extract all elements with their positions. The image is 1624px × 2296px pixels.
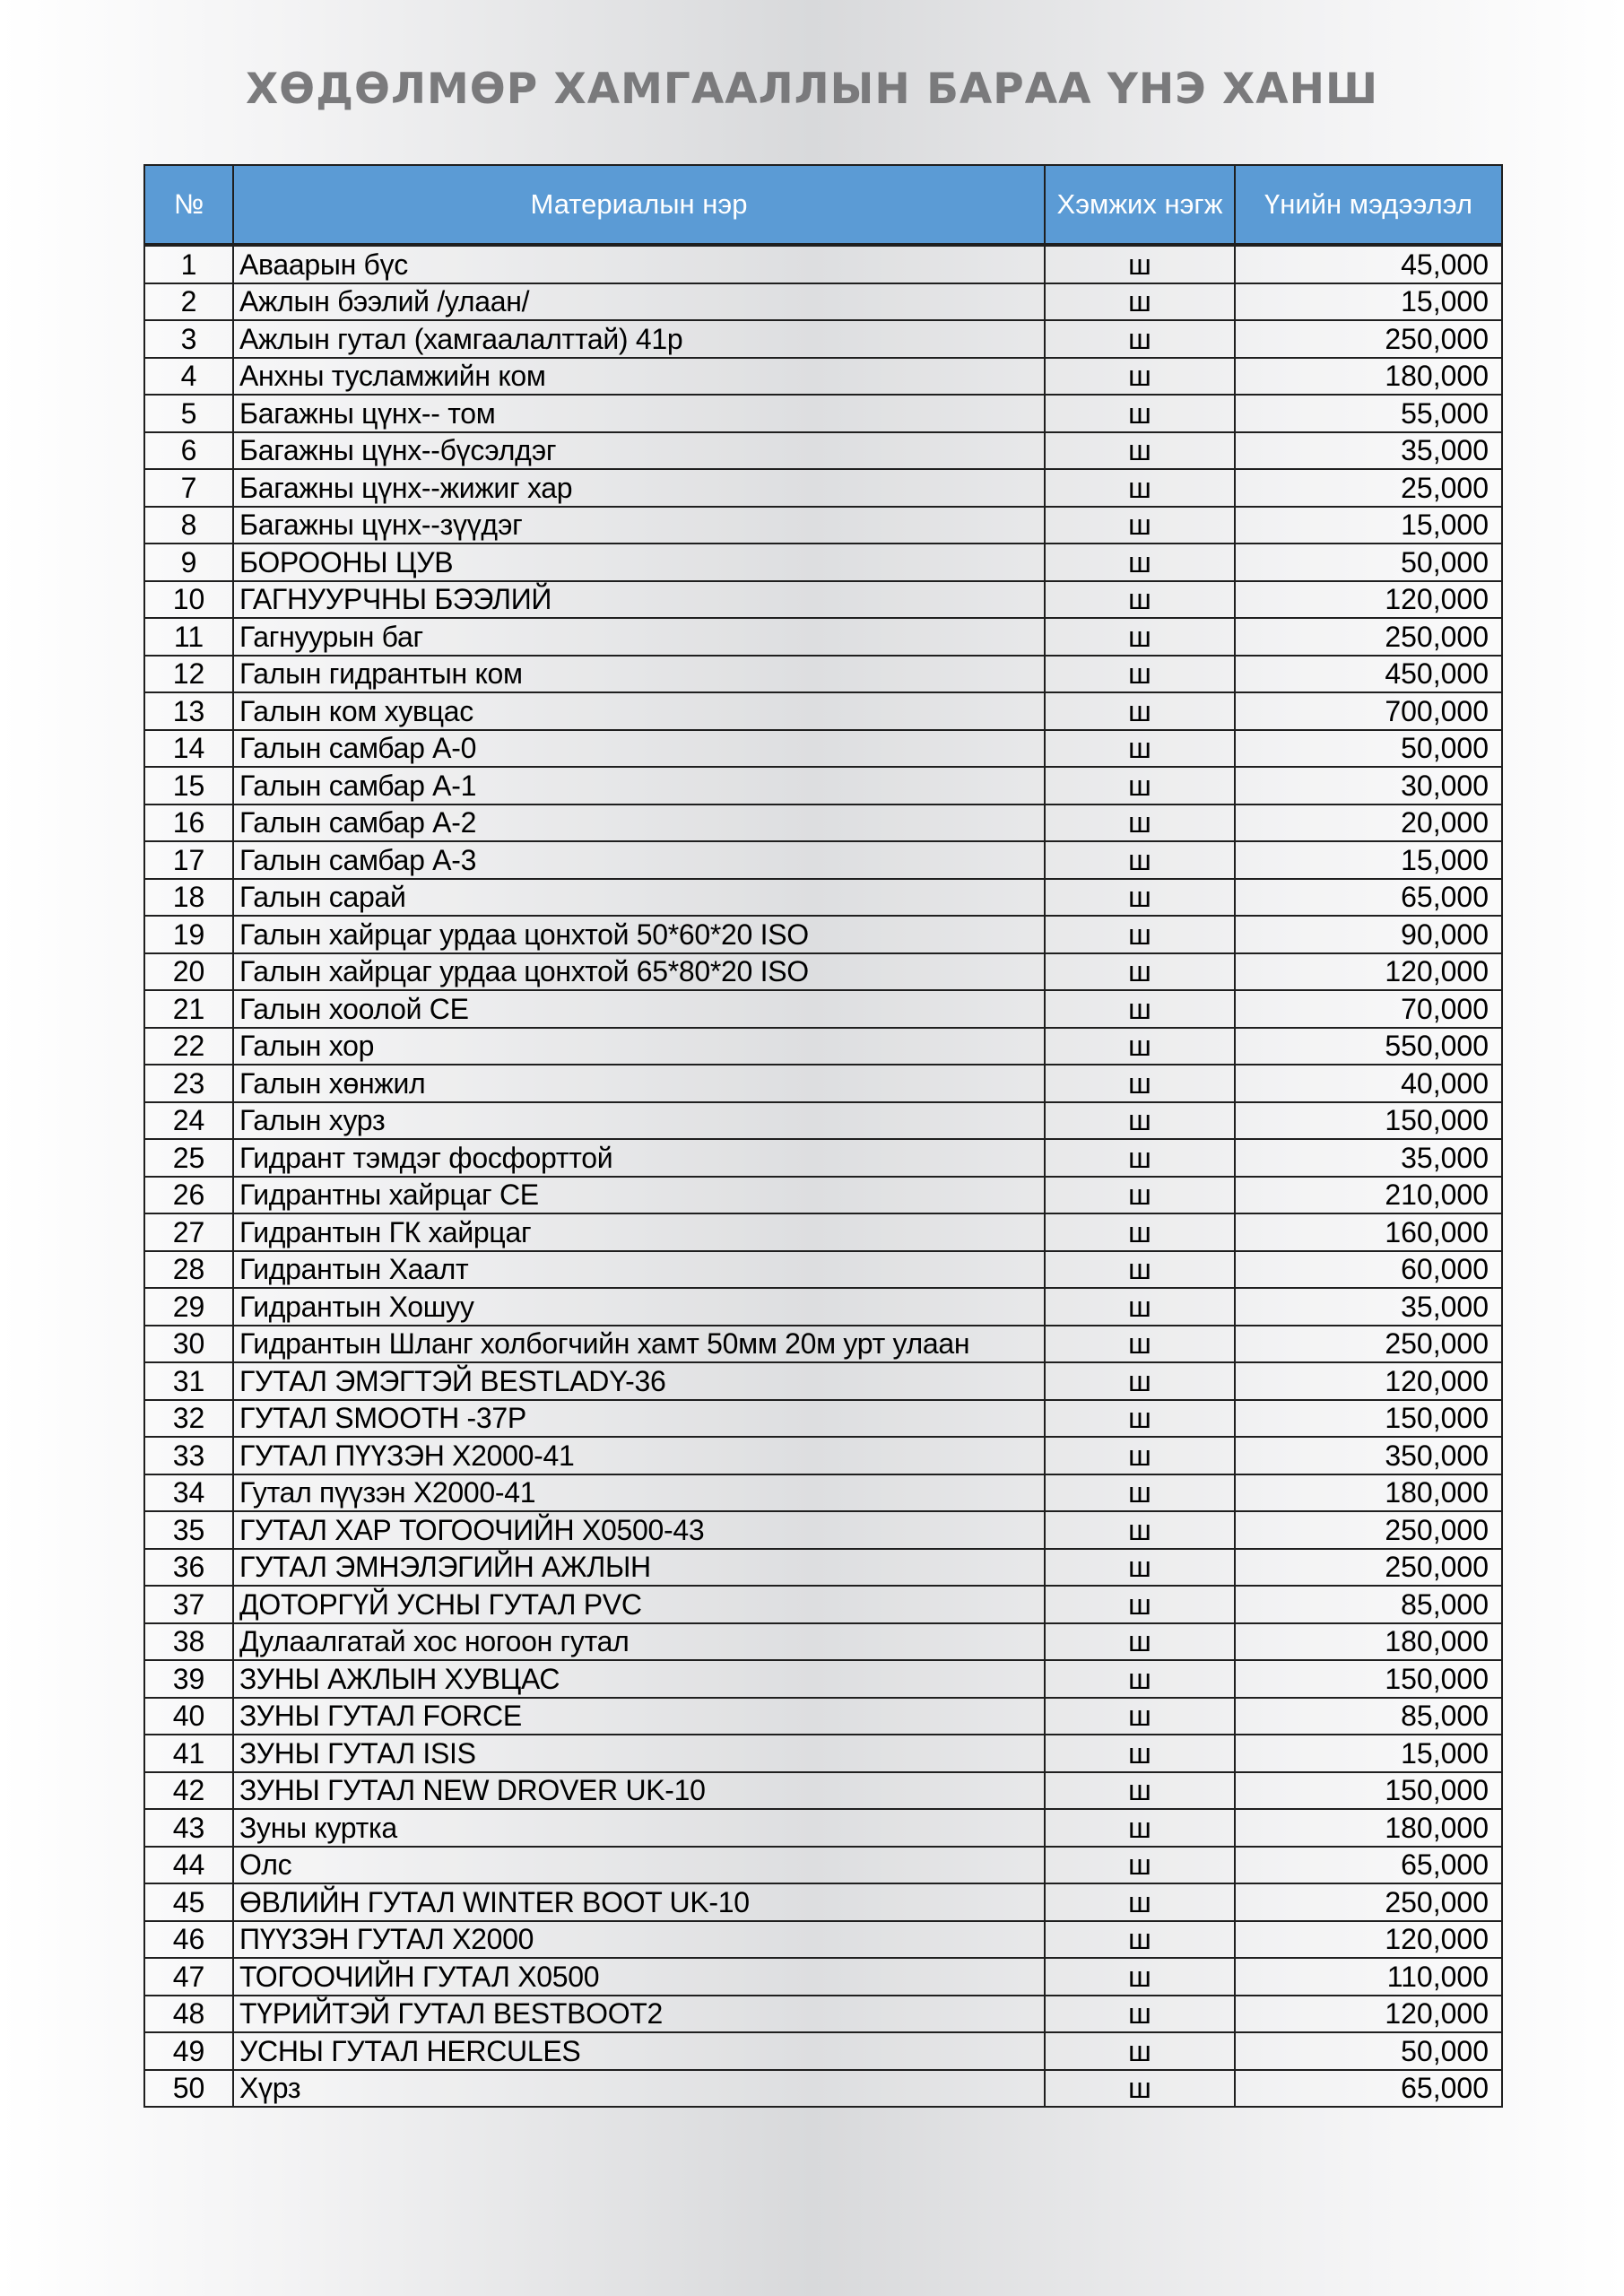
material-name: ӨВЛИЙН ГУТАЛ WINTER BOOT UK-10 [233, 1883, 1045, 1921]
row-number: 46 [144, 1921, 233, 1959]
table-body [144, 245, 1502, 2107]
price: 110,000 [1235, 1958, 1502, 1996]
table-row [144, 1362, 1502, 1400]
row-number: 5 [144, 395, 233, 432]
unit: ш [1045, 990, 1235, 1028]
table-row [144, 1213, 1502, 1251]
material-name: Галын сарай [233, 879, 1045, 917]
price: 120,000 [1235, 953, 1502, 991]
price: 70,000 [1235, 990, 1502, 1028]
unit: ш [1045, 544, 1235, 581]
price: 180,000 [1235, 1474, 1502, 1512]
row-number: 47 [144, 1958, 233, 1996]
table-row [144, 1958, 1502, 1996]
row-number: 45 [144, 1883, 233, 1921]
table-row [144, 804, 1502, 842]
table-row [144, 1735, 1502, 1772]
price: 250,000 [1235, 1326, 1502, 1363]
material-name: ГУТАЛ ХАР ТОГООЧИЙН X0500-43 [233, 1511, 1045, 1549]
material-name: Галын гидрантын ком [233, 656, 1045, 693]
material-name: Галын самбар А-2 [233, 804, 1045, 842]
unit: ш [1045, 692, 1235, 730]
material-name: Ажлын гутал (хамгаалалттай) 41р [233, 320, 1045, 358]
unit: ш [1045, 953, 1235, 991]
table-row [144, 692, 1502, 730]
table-row [144, 432, 1502, 470]
unit: ш [1045, 1586, 1235, 1623]
price: 150,000 [1235, 1102, 1502, 1140]
unit: ш [1045, 804, 1235, 842]
unit: ш [1045, 507, 1235, 544]
header-row [144, 165, 1502, 245]
unit: ш [1045, 320, 1235, 358]
column-header-material-name: Материалын нэр [233, 165, 1045, 245]
row-number: 9 [144, 544, 233, 581]
unit: ш [1045, 283, 1235, 321]
unit: ш [1045, 1958, 1235, 1996]
material-name: ЗУНЫ АЖЛЫН ХУВЦАС [233, 1660, 1045, 1698]
unit: ш [1045, 1847, 1235, 1884]
material-name: Гидрантын ГК хайрцаг [233, 1213, 1045, 1251]
row-number: 16 [144, 804, 233, 842]
row-number: 43 [144, 1809, 233, 1847]
material-name: УСНЫ ГУТАЛ HERCULES [233, 2032, 1045, 2070]
row-number: 7 [144, 469, 233, 507]
row-number: 48 [144, 1996, 233, 2033]
unit: ш [1045, 730, 1235, 768]
row-number: 17 [144, 841, 233, 879]
row-number: 39 [144, 1660, 233, 1698]
price: 120,000 [1235, 1921, 1502, 1959]
material-name: ДОТОРГҮЙ УСНЫ ГУТАЛ PVC [233, 1586, 1045, 1623]
price: 250,000 [1235, 1549, 1502, 1587]
price: 350,000 [1235, 1437, 1502, 1474]
table-row [144, 320, 1502, 358]
unit: ш [1045, 1102, 1235, 1140]
row-number: 4 [144, 358, 233, 396]
table-row [144, 879, 1502, 917]
table-row [144, 841, 1502, 879]
price: 55,000 [1235, 395, 1502, 432]
unit: ш [1045, 245, 1235, 283]
material-name: ЗУНЫ ГУТАЛ FORCE [233, 1698, 1045, 1735]
row-number: 21 [144, 990, 233, 1028]
table-row [144, 656, 1502, 693]
price: 85,000 [1235, 1586, 1502, 1623]
row-number: 11 [144, 618, 233, 656]
price: 150,000 [1235, 1660, 1502, 1698]
row-number: 42 [144, 1772, 233, 1810]
row-number: 14 [144, 730, 233, 768]
price: 15,000 [1235, 507, 1502, 544]
unit: ш [1045, 1623, 1235, 1661]
unit: ш [1045, 767, 1235, 804]
row-number: 19 [144, 916, 233, 953]
table-row [144, 1511, 1502, 1549]
table-row [144, 2032, 1502, 2070]
price: 65,000 [1235, 2070, 1502, 2108]
material-name: ГУТАЛ SMOOTH -37P [233, 1400, 1045, 1438]
table-row [144, 1809, 1502, 1847]
material-name: Галын самбар А-0 [233, 730, 1045, 768]
price: 50,000 [1235, 544, 1502, 581]
row-number: 27 [144, 1213, 233, 1251]
row-number: 3 [144, 320, 233, 358]
table-row [144, 1660, 1502, 1698]
row-number: 12 [144, 656, 233, 693]
table-row [144, 1549, 1502, 1587]
row-number: 40 [144, 1698, 233, 1735]
price: 35,000 [1235, 1139, 1502, 1177]
row-number: 31 [144, 1362, 233, 1400]
row-number: 10 [144, 581, 233, 619]
price: 90,000 [1235, 916, 1502, 953]
table-row [144, 767, 1502, 804]
unit: ш [1045, 1213, 1235, 1251]
table-row [144, 953, 1502, 991]
unit: ш [1045, 1772, 1235, 1810]
table-row [144, 916, 1502, 953]
row-number: 35 [144, 1511, 233, 1549]
row-number: 41 [144, 1735, 233, 1772]
row-number: 33 [144, 1437, 233, 1474]
material-name: ГАГНУУРЧНЫ БЭЭЛИЙ [233, 581, 1045, 619]
price: 65,000 [1235, 879, 1502, 917]
price: 40,000 [1235, 1065, 1502, 1102]
price: 20,000 [1235, 804, 1502, 842]
table-row [144, 1177, 1502, 1214]
row-number: 25 [144, 1139, 233, 1177]
price: 15,000 [1235, 1735, 1502, 1772]
table-header [144, 165, 1502, 245]
material-name: Ажлын бээлий /улаан/ [233, 283, 1045, 321]
price: 25,000 [1235, 469, 1502, 507]
material-name: Гидрант тэмдэг фосфорттой [233, 1139, 1045, 1177]
unit: ш [1045, 1996, 1235, 2033]
row-number: 23 [144, 1065, 233, 1102]
material-name: Аваарын бүс [233, 245, 1045, 283]
table-row [144, 1028, 1502, 1065]
table-row [144, 507, 1502, 544]
table-row [144, 1437, 1502, 1474]
table-row [144, 395, 1502, 432]
material-name: ГУТАЛ ЭМНЭЛЭГИЙН АЖЛЫН [233, 1549, 1045, 1587]
material-name: Галын хурз [233, 1102, 1045, 1140]
row-number: 49 [144, 2032, 233, 2070]
unit: ш [1045, 656, 1235, 693]
unit: ш [1045, 1698, 1235, 1735]
table-row [144, 1400, 1502, 1438]
material-name: Гагнуурын баг [233, 618, 1045, 656]
row-number: 38 [144, 1623, 233, 1661]
unit: ш [1045, 581, 1235, 619]
price: 35,000 [1235, 1288, 1502, 1326]
table-row [144, 283, 1502, 321]
unit: ш [1045, 2032, 1235, 2070]
row-number: 15 [144, 767, 233, 804]
material-name: БОРООНЫ ЦУВ [233, 544, 1045, 581]
price: 45,000 [1235, 245, 1502, 283]
row-number: 18 [144, 879, 233, 917]
unit: ш [1045, 1028, 1235, 1065]
price: 700,000 [1235, 692, 1502, 730]
unit: ш [1045, 916, 1235, 953]
material-name: ГУТАЛ ПҮҮЗЭН X2000-41 [233, 1437, 1045, 1474]
row-number: 37 [144, 1586, 233, 1623]
price: 65,000 [1235, 1847, 1502, 1884]
material-name: Гутал пүүзэн X2000-41 [233, 1474, 1045, 1512]
price-table [143, 164, 1503, 2108]
unit: ш [1045, 1139, 1235, 1177]
row-number: 34 [144, 1474, 233, 1512]
price: 250,000 [1235, 320, 1502, 358]
unit: ш [1045, 1251, 1235, 1289]
unit: ш [1045, 1400, 1235, 1438]
unit: ш [1045, 1809, 1235, 1847]
row-number: 28 [144, 1251, 233, 1289]
price: 50,000 [1235, 2032, 1502, 2070]
table-row [144, 618, 1502, 656]
material-name: Багажны цүнх--жижиг хар [233, 469, 1045, 507]
row-number: 13 [144, 692, 233, 730]
price: 85,000 [1235, 1698, 1502, 1735]
table-row [144, 1326, 1502, 1363]
material-name: Багажны цүнх-- том [233, 395, 1045, 432]
unit: ш [1045, 1326, 1235, 1363]
material-name: Галын хөнжил [233, 1065, 1045, 1102]
row-number: 29 [144, 1288, 233, 1326]
unit: ш [1045, 395, 1235, 432]
table-row [144, 1251, 1502, 1289]
table-row [144, 469, 1502, 507]
price: 35,000 [1235, 432, 1502, 470]
column-header-unit: Хэмжих нэгж [1045, 165, 1235, 245]
price: 15,000 [1235, 283, 1502, 321]
price: 180,000 [1235, 1809, 1502, 1847]
table-row [144, 1921, 1502, 1959]
material-name: Галын хор [233, 1028, 1045, 1065]
material-name: Галын хоолой CE [233, 990, 1045, 1028]
row-number: 22 [144, 1028, 233, 1065]
price: 450,000 [1235, 656, 1502, 693]
price: 250,000 [1235, 1511, 1502, 1549]
table-row [144, 1883, 1502, 1921]
price: 210,000 [1235, 1177, 1502, 1214]
unit: ш [1045, 1362, 1235, 1400]
row-number: 30 [144, 1326, 233, 1363]
material-name: Гидрантын Хошуу [233, 1288, 1045, 1326]
unit: ш [1045, 1065, 1235, 1102]
table-row [144, 245, 1502, 283]
table-row [144, 1102, 1502, 1140]
row-number: 6 [144, 432, 233, 470]
price: 250,000 [1235, 1883, 1502, 1921]
price: 50,000 [1235, 730, 1502, 768]
row-number: 8 [144, 507, 233, 544]
material-name: Галын ком хувцас [233, 692, 1045, 730]
unit: ш [1045, 1883, 1235, 1921]
table-row [144, 1996, 1502, 2033]
unit: ш [1045, 879, 1235, 917]
price: 15,000 [1235, 841, 1502, 879]
table-row [144, 358, 1502, 396]
unit: ш [1045, 1660, 1235, 1698]
material-name: Багажны цүнх--бүсэлдэг [233, 432, 1045, 470]
price: 550,000 [1235, 1028, 1502, 1065]
unit: ш [1045, 1288, 1235, 1326]
row-number: 44 [144, 1847, 233, 1884]
material-name: Олс [233, 1847, 1045, 1884]
table-row [144, 544, 1502, 581]
row-number: 20 [144, 953, 233, 991]
price: 180,000 [1235, 358, 1502, 396]
page-title: ХӨДӨЛМӨР ХАМГААЛЛЫН БАРАА ҮНЭ ХАНШ [245, 65, 1379, 114]
material-name: ТҮРИЙТЭЙ ГУТАЛ BESTBOOT2 [233, 1996, 1045, 2033]
row-number: 26 [144, 1177, 233, 1214]
unit: ш [1045, 469, 1235, 507]
material-name: Галын самбар А-1 [233, 767, 1045, 804]
column-header-number: № [144, 165, 233, 245]
price: 60,000 [1235, 1251, 1502, 1289]
material-name: ЗУНЫ ГУТАЛ ISIS [233, 1735, 1045, 1772]
material-name: Зуны куртка [233, 1809, 1045, 1847]
price: 250,000 [1235, 618, 1502, 656]
table-row [144, 1698, 1502, 1735]
unit: ш [1045, 432, 1235, 470]
material-name: Гидрантын Шланг холбогчийн хамт 50мм 20м урт улаан [233, 1326, 1045, 1363]
material-name: Анхны тусламжийн ком [233, 358, 1045, 396]
price: 150,000 [1235, 1400, 1502, 1438]
table-row [144, 1065, 1502, 1102]
table-row [144, 730, 1502, 768]
material-name: ЗУНЫ ГУТАЛ NEW DROVER UK-10 [233, 1772, 1045, 1810]
table-row [144, 1586, 1502, 1623]
price: 120,000 [1235, 1996, 1502, 2033]
price: 30,000 [1235, 767, 1502, 804]
material-name: ГУТАЛ ЭМЭГТЭЙ BESTLADY-36 [233, 1362, 1045, 1400]
column-header-price: Үнийн мэдээлэл [1235, 165, 1502, 245]
table-row [144, 2070, 1502, 2108]
row-number: 32 [144, 1400, 233, 1438]
price: 180,000 [1235, 1623, 1502, 1661]
unit: ш [1045, 1735, 1235, 1772]
table-row [144, 1772, 1502, 1810]
material-name: Гидрантны хайрцаг CE [233, 1177, 1045, 1214]
row-number: 2 [144, 283, 233, 321]
unit: ш [1045, 618, 1235, 656]
row-number: 1 [144, 245, 233, 283]
unit: ш [1045, 1549, 1235, 1587]
table-row [144, 1139, 1502, 1177]
material-name: Дулаалгатай хос ногоон гутал [233, 1623, 1045, 1661]
unit: ш [1045, 1177, 1235, 1214]
row-number: 36 [144, 1549, 233, 1587]
table-row [144, 1623, 1502, 1661]
table-row [144, 581, 1502, 619]
material-name: ПҮҮЗЭН ГУТАЛ X2000 [233, 1921, 1045, 1959]
price: 120,000 [1235, 581, 1502, 619]
unit: ш [1045, 1921, 1235, 1959]
unit: ш [1045, 358, 1235, 396]
material-name: Галын хайрцаг урдаа цонхтой 65*80*20 ISO [233, 953, 1045, 991]
table-row [144, 1288, 1502, 1326]
table-row [144, 1847, 1502, 1884]
unit: ш [1045, 841, 1235, 879]
material-name: Гидрантын Хаалт [233, 1251, 1045, 1289]
price: 120,000 [1235, 1362, 1502, 1400]
price: 160,000 [1235, 1213, 1502, 1251]
row-number: 24 [144, 1102, 233, 1140]
material-name: ТОГООЧИЙН ГУТАЛ X0500 [233, 1958, 1045, 1996]
unit: ш [1045, 1437, 1235, 1474]
material-name: Галын хайрцаг урдаа цонхтой 50*60*20 ISO [233, 916, 1045, 953]
material-name: Хүрз [233, 2070, 1045, 2108]
table-row [144, 1474, 1502, 1512]
unit: ш [1045, 1474, 1235, 1512]
table-row [144, 990, 1502, 1028]
row-number: 50 [144, 2070, 233, 2108]
price: 150,000 [1235, 1772, 1502, 1810]
material-name: Багажны цүнх--зүүдэг [233, 507, 1045, 544]
material-name: Галын самбар А-3 [233, 841, 1045, 879]
unit: ш [1045, 1511, 1235, 1549]
unit: ш [1045, 2070, 1235, 2108]
